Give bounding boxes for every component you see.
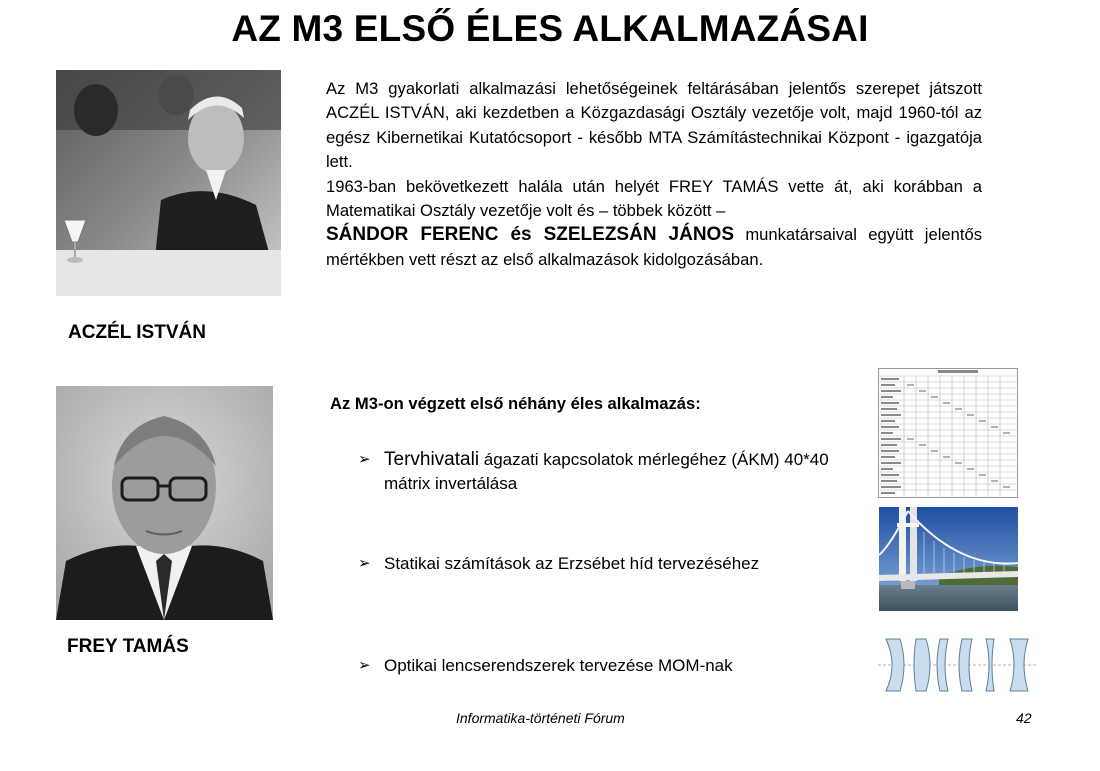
paragraph-1: Az M3 gyakorlati alkalmazási lehetőségeinek feltárásában jelentős szerepet játszott ACZÉL ISTVÁN, aki kezdetben a Közgazdasági Osztály vezetője volt, majd 1960-tól az egész Kibernetikai Kutatócsoport - később MTA Számítástechnikai Központ - igazgatója lett. (326, 79, 982, 172)
paragraph-2-end: munkatársaival együtt jelentős mértékben vett részt az első alkalmazások kidolgozásában. (326, 225, 982, 269)
bullet-arrow-icon: ➢ (358, 555, 371, 572)
matrix-table-thumbnail (878, 368, 1018, 498)
application-item (358, 448, 838, 496)
application-1-lead: Tervhivatali (384, 449, 480, 470)
application-item (358, 654, 838, 678)
application-item (358, 552, 838, 576)
application-1-text: ágazati kapcsolatok mérlegéhez (ÁKM) 40*40 mátrix invertálása (384, 450, 829, 493)
application-3-text: Optikai lencserendszerek tervezése MOM-nak (384, 656, 733, 675)
history-paragraph (326, 77, 982, 272)
bullet-arrow-icon: ➢ (358, 451, 371, 468)
caption-frey-tamas: FREY TAMÁS (67, 636, 189, 657)
caption-aczel-istvan: ACZÉL ISTVÁN (68, 322, 206, 343)
erzsebet-bridge-photo (879, 507, 1018, 611)
bullet-arrow-icon: ➢ (358, 657, 371, 674)
portrait-aczel-istvan (56, 70, 281, 296)
paragraph-2-names: SÁNDOR FERENC és SZELEZSÁN JÁNOS (326, 224, 734, 246)
paragraph-2 (326, 175, 982, 273)
slide-title: AZ M3 ELSŐ ÉLES ALKALMAZÁSAI (231, 8, 869, 49)
portrait-frey-tamas (56, 386, 273, 620)
applications-heading: Az M3-on végzett első néhány éles alkalmazás: (330, 394, 701, 413)
lens-system-diagram (878, 636, 1036, 694)
page-number: 42 (1016, 710, 1032, 726)
paragraph-2-start: 1963-ban bekövetkezett halála után helyét FREY TAMÁS vette át, aki korábban a Matematikai Osztály vezetője volt és – többek között – (326, 176, 982, 221)
application-2-text: Statikai számítások az Erzsébet híd tervezéséhez (384, 554, 760, 573)
footer-forum-name: Informatika-történeti Fórum (456, 710, 625, 726)
